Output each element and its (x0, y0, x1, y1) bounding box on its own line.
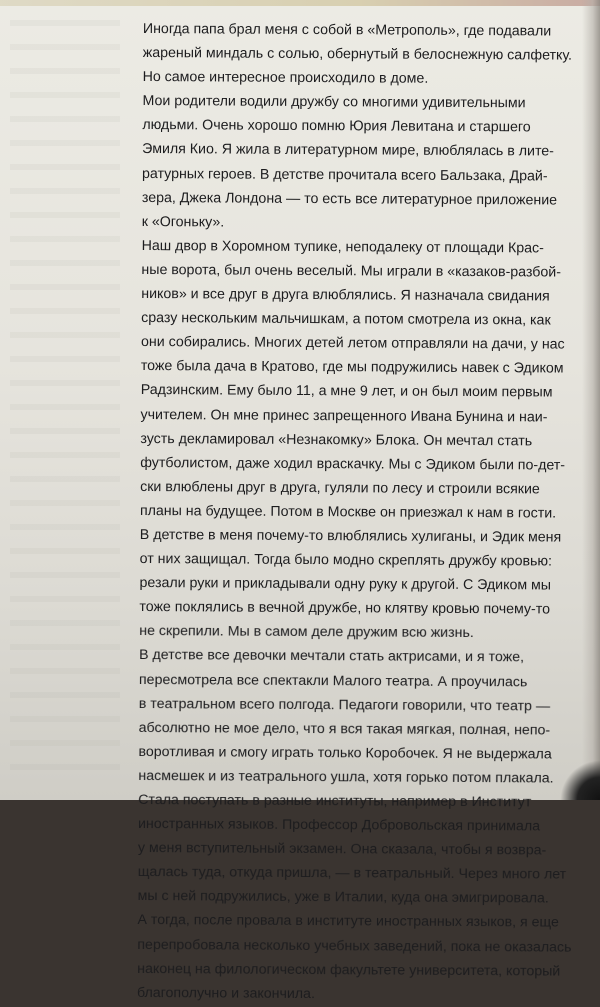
corner-shadow (560, 760, 600, 800)
text-line: Радзинским. Ему было 11, а мне 9 лет, и он был моим первым (140, 382, 553, 401)
text-line: ратурных героев. В детстве прочитала всего Бальзака, Драй- (141, 165, 548, 185)
text-line: зера, Джека Лондона — то есть все литературное приложение (141, 189, 558, 209)
text-line: не скрепили. Мы в самом деле дружим всю жизнь. (139, 623, 474, 642)
text-line: мы с ней подружились, уже в Италии, куда она эмигрировала. (137, 888, 549, 907)
page-right-edge (582, 0, 600, 800)
text-line: тоже была дача в Кратово, где мы подружились навек с Эдиком (140, 358, 564, 377)
text-line: щалась туда, откуда пришла, — в театральный. Через много лет (137, 864, 567, 883)
text-line: тоже поклялись в вечной дружбе, но клятву кровью почему-то (139, 599, 551, 618)
text-line: воротливая и смогу играть только Коробочек. Я не выдержала (138, 743, 552, 763)
text-line: благополучно и закончила. (136, 984, 315, 1002)
text-line: людьми. Очень хорошо помню Юрия Левитана и старшего (142, 117, 531, 136)
text-line: ные ворота, был очень веселый. Мы играли в «казаков-разбой- (141, 261, 561, 281)
text-line: сразу нескольким мальчишкам, а потом смотрела из окна, как (141, 310, 551, 329)
text-line: Но самое интересное происходило в доме. (142, 69, 429, 87)
text-line: жареный миндаль с солью, обернутый в белоснежную салфетку. (142, 45, 573, 64)
text-line: к «Огоньку». (141, 213, 225, 231)
text-line: Стала поступать в разные институты, например в Институт (138, 791, 532, 811)
text-line: Мои родители водили дружбу со многими удивительными (142, 93, 526, 112)
text-line: планы на будущее. Потом в Москве он приезжал к нам в гости. (139, 502, 557, 522)
text-line: абсолютно не мое дело, что я вся такая мягкая, полная, непо- (138, 719, 551, 739)
body-text (136, 17, 573, 1007)
text-line: иностранных языков. Профессор Добровольская принимала (138, 816, 541, 835)
text-line: насмешек и из театрального ушла, хотя горько потом плакала. (138, 767, 554, 787)
text-line: Эмиля Кио. Я жила в литературном мире, влюблялась в лите- (142, 141, 554, 160)
text-line: они собирались. Многих детей летом отправляли на дачи, у нас (140, 334, 565, 353)
text-line: ски влюблены друг в друга, гуляли по лесу и строили всякие (140, 478, 540, 498)
show-through-text (10, 20, 120, 780)
text-line: футболистом, даже ходил враскачку. Мы с Эдиком были по-дет- (140, 454, 566, 474)
text-line: Наш двор в Хоромном тупике, неподалеку от площади Крас- (141, 237, 544, 257)
text-line: в театральном всего полгода. Педагоги говорили, что театр — (138, 695, 551, 715)
text-line: ников» и все друг в друга влюблялись. Я назначала свидания (141, 286, 550, 305)
text-line: учителем. Он мне принес запрещенного Ивана Бунина и наи- (140, 406, 548, 425)
text-line: В детстве все девочки мечтали стать актрисами, и я тоже, (139, 647, 525, 666)
text-line: пересмотрела все спектакли Малого театра. А проучилась (138, 671, 528, 690)
text-line: А тогда, после провала в институте иностранных языков, я еще (137, 912, 559, 932)
text-line: резали руки и прикладывали одну руку к другой. С Эдиком мы (139, 575, 552, 594)
text-line: от них защищал. Тогда было модно скреплять дружбу кровью: (139, 551, 553, 570)
text-line: В детстве в меня почему-то влюблялись хулиганы, и Эдик меня (139, 526, 562, 546)
text-line: зусть декламировал «Незнакомку» Блока. Он мечтал стать (140, 430, 533, 449)
text-line: Иногда папа брал меня с собой в «Метрополь», где подавали (142, 20, 552, 40)
text-line: перепробовала несколько учебных заведений, пока не оказалась (137, 936, 572, 956)
text-line: наконец на филологическом факультете университета, который (137, 960, 561, 980)
page-top-edge (0, 0, 600, 6)
text-line: у меня вступительный экзамен. Она сказала, чтобы я возвра- (137, 840, 547, 859)
